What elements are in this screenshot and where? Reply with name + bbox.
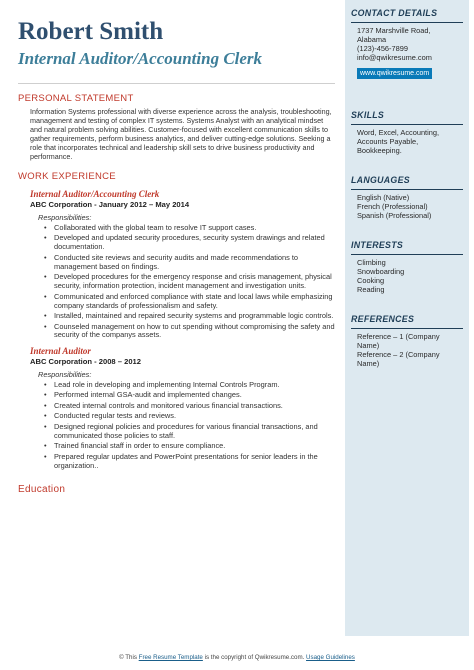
skills-text: Word, Excel, Accounting, Accounts Payable, Bookkeeping. [357,128,440,155]
responsibilities-label: Responsibilities: [38,369,92,379]
interests-divider [351,254,463,255]
candidate-title: Internal Auditor/Accounting Clerk [18,49,263,68]
personal-statement-heading: PERSONAL STATEMENT [18,93,134,104]
references-divider [351,328,463,329]
personal-statement-text: Information Systems professional with diverse experience across the analysis, troubleshooting, management and testing of complex IT systems. Systems Analyst with an analytical mindset and natural problem solving abilities. Customer-focused with excellent communication skills to gather requirements, perform business analytics, and deliver cutting-edge solutions. Seeking a role that incorporates technical and leadership skill sets to drive business productivity and performance. [30,107,332,161]
interest-item: Climbing [357,258,386,267]
list-item: • Created internal controls and monitored various financial transactions. [44,402,335,411]
job-company-dates: ABC Corporation - 2008 – 2012 [30,357,141,367]
list-item: • Prepared regular updates and PowerPoint presentations for senior leaders in the organization.. [44,453,335,471]
phone-number: (123)-456-7899 [357,44,408,53]
list-item: • Developed and updated security procedures, security system drawings and related documentation. [44,234,335,252]
footer-middle: is the copyright of Qwikresume.com. [202,654,307,661]
interest-item: Snowboarding [357,267,405,276]
skills-section [351,102,463,155]
list-item: • Communicated and enforced compliance with state and local laws while emphasizing company standards of professionalism and safety. [44,293,335,311]
list-item: • Collaborated with the global team to resolve IT support cases. [44,224,335,233]
email-address[interactable]: info@qwikresume.com [357,53,432,62]
list-item: • Installed, maintained and repaired security systems and programmable logic controls. [44,312,335,321]
interest-item: Reading [357,285,385,294]
job-role: Internal Auditor/Accounting Clerk [30,189,160,200]
footer-prefix: © This [119,654,139,661]
languages-section [351,167,463,220]
job-entry [30,346,335,470]
list-item: • Performed internal GSA-audit and implemented changes. [44,391,335,400]
list-item: • Developed procedures for the emergency response and crisis management, physical security, information protection, incident management and investigation units. [44,273,335,291]
interest-item: Cooking [357,276,385,285]
references-heading: REFERENCES [351,314,415,324]
candidate-name: Robert Smith [18,18,164,45]
education-heading: Education [18,483,66,495]
list-item: • Lead role in developing and implementing Internal Controls Program. [44,381,335,390]
work-experience-heading: WORK EXPERIENCE [18,171,116,183]
languages-divider [351,189,463,190]
job-company-dates: ABC Corporation - January 2012 – May 2014 [30,200,190,210]
interests-heading: INTERESTS [351,240,404,250]
contact-heading: CONTACT DETAILS [351,8,438,18]
skills-divider [351,124,463,125]
reference-item: Reference – 2 (Company Name) [357,350,440,368]
website-link[interactable]: www.qwikresume.com [357,68,432,79]
address-line-2: Alabama [357,35,387,44]
job-entry [30,189,335,340]
skills-heading: SKILLS [351,110,385,120]
contact-section [351,0,463,80]
list-item: • Conducted site reviews and security audits and made recommendations to management based on findings. [44,254,335,272]
interests-section [351,232,463,294]
references-section [351,306,463,368]
free-resume-template-link[interactable]: Free Resume Template [138,654,203,661]
sidebar [345,0,469,636]
address-line-1: 1737 Marshville Road, [357,26,431,35]
list-item: • Designed regional policies and procedures for various financial transactions, and communicated those policies to staff. [44,423,335,441]
responsibilities-list [44,224,335,340]
responsibilities-label: Responsibilities: [38,212,92,222]
responsibilities-list [44,381,335,471]
language-item: French (Professional) [357,202,428,211]
contact-divider [351,22,463,23]
footer [0,636,474,670]
usage-guidelines-link[interactable]: Usage Guidelines [306,654,355,661]
job-role: Internal Auditor [30,346,91,357]
header-divider [18,83,335,84]
language-item: Spanish (Professional) [357,211,432,220]
list-item: • Conducted regular tests and reviews. [44,412,335,421]
language-item: English (Native) [357,193,410,202]
list-item: • Trained financial staff in order to ensure compliance. [44,442,335,451]
reference-item: Reference – 1 (Company Name) [357,332,440,350]
list-item: • Counseled management on how to cut spending without compromising the safety and security of the companys assets. [44,323,335,341]
languages-heading: LANGUAGES [351,175,410,185]
